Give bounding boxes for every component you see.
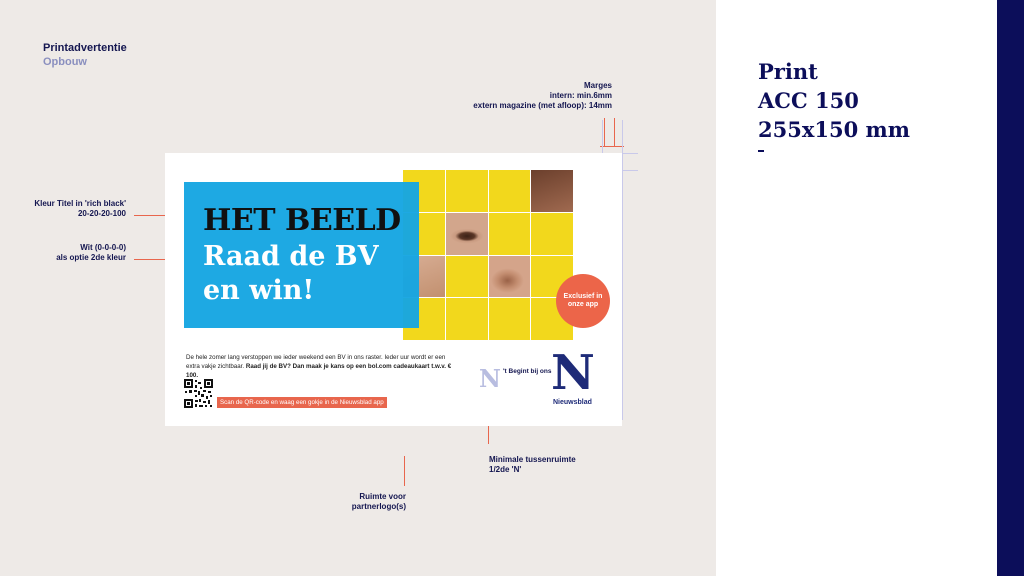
print-ad	[165, 153, 622, 426]
grid-cell	[489, 213, 531, 255]
spec-line-print: Print	[758, 59, 818, 84]
image-grid	[403, 170, 573, 340]
white-note	[10, 243, 126, 263]
guide-line-2	[622, 120, 623, 420]
page-subtitle: Opbouw	[43, 56, 87, 68]
white-line1: Wit (0-0-0-0)	[80, 243, 126, 252]
spec-dash	[758, 150, 764, 152]
grid-cell-photo	[531, 170, 573, 212]
brand-name: Nieuwsblad	[553, 399, 592, 406]
title-color-note	[10, 199, 126, 219]
grid-cell	[446, 170, 488, 212]
spacing-note	[489, 455, 609, 475]
margins-external: extern magazine (met afloop): 14mm	[473, 101, 612, 110]
title-color-line2: 20-20-20-100	[77, 209, 126, 218]
exclusive-badge	[556, 274, 610, 328]
cta-button: Scan de QR-code en waag een gokje in de Nieuwsblad app	[217, 397, 387, 408]
spec-block	[758, 57, 910, 144]
brand-bar	[997, 0, 1024, 576]
margin-marker-2	[614, 118, 615, 146]
margins-internal: intern: min.6mm	[549, 91, 612, 100]
title-color-line1: Kleur Titel in 'rich black'	[34, 199, 126, 208]
page-title: Printadvertentie	[43, 42, 127, 54]
ad-body	[186, 353, 456, 380]
partner-line1: Ruimte voor	[359, 492, 406, 501]
spacing-line1: Minimale tussenruimte	[489, 455, 576, 464]
logo-n: N	[551, 345, 595, 401]
grid-cell	[489, 298, 531, 340]
ad-subtitle: Raad de BV en win!	[203, 241, 379, 306]
grid-cell	[446, 298, 488, 340]
margins-note	[440, 81, 612, 111]
logo-tagline: 't Begint bij ons	[503, 368, 552, 375]
partner-note	[300, 492, 406, 512]
ad-title: HET BEELD	[203, 203, 401, 238]
partner-line2: partnerlogo(s)	[351, 502, 406, 511]
grid-cell	[446, 256, 488, 298]
grid-cell	[531, 213, 573, 255]
spec-line-acc: ACC 150	[758, 88, 859, 113]
qr-code-icon	[184, 379, 213, 408]
partner-pointer	[404, 456, 405, 486]
badge-text: Exclusief in onze app	[563, 293, 603, 308]
margin-marker-h	[600, 146, 624, 147]
spacing-line2: 1/2de 'N'	[489, 465, 522, 474]
margin-marker-1	[604, 118, 605, 146]
grid-cell	[489, 170, 531, 212]
ad-body-bold: Raad jij de BV? Dan maak je kans op een bol.com cadeaukaart t.w.v. € 100.	[186, 363, 452, 379]
margins-label: Marges	[583, 81, 612, 90]
spec-line-size: 255x150 mm	[758, 117, 910, 142]
grid-cell-photo	[489, 256, 531, 298]
logo-small-n: N	[479, 364, 501, 393]
white-line2: als optie 2de kleur	[56, 253, 126, 262]
grid-cell-photo	[446, 213, 488, 255]
ad-body-text: De hele zomer lang verstoppen we ieder weekend een BV in ons raster. Ieder uur wordt er een extra vakje zichtbaar.	[186, 354, 446, 370]
